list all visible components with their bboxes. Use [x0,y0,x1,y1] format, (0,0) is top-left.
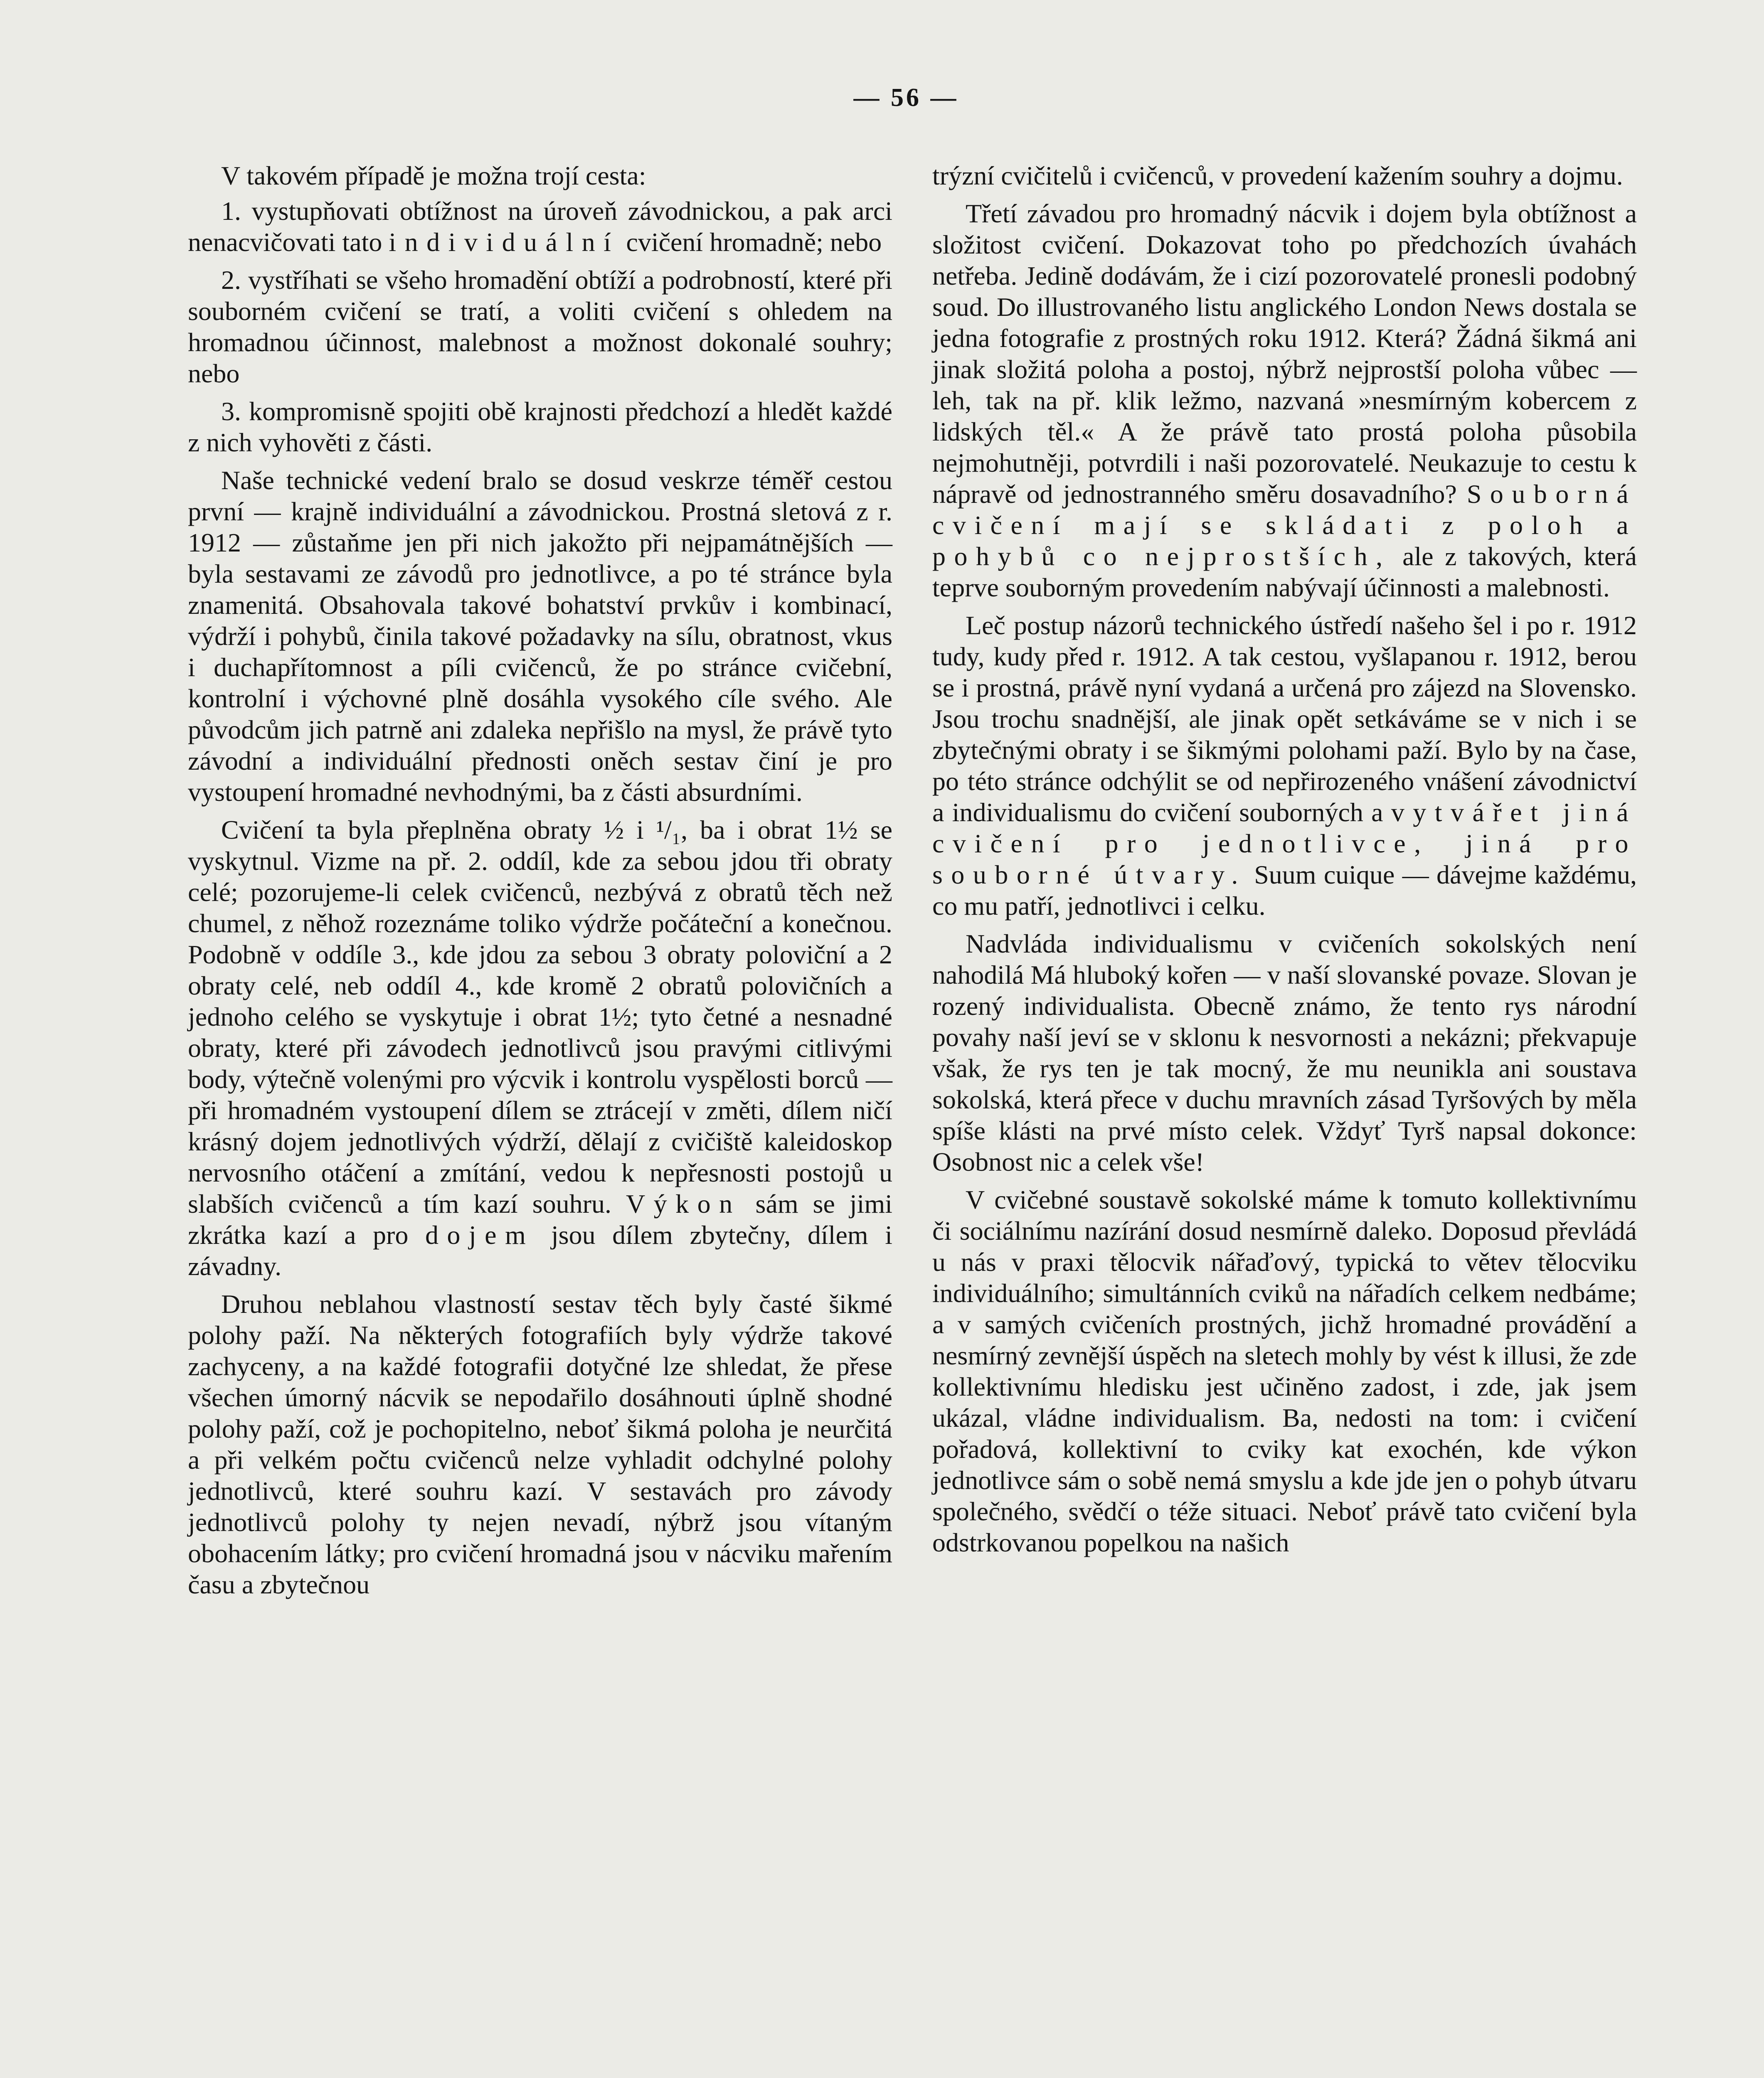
paragraph-4-text-a: Třetí závadou pro hromadný nácvik i dojem byla obtížnost a složitost cvičení. Dokazovat toho po předchozích úvahách netřeba. Jedině dodávám, že i cizí pozorovatelé pronesli podobný soud. Do illustrovaného listu anglického London News dostala se jedna fotografie z prostných roku 1912. Která? Žádná šikmá ani jinak složitá poloha a postoj, nýbrž nejprostší poloha vůbec — leh, tak na př. klik ležmo, nazvaná »nesmírným kobercem z lidských těl.« A že právě tato prostá poloha působila nejmohutněji, potvrdili i naši pozorovatelé. Neukazuje to cestu k nápravě od jednostranného směru dosavadního? [932,199,1637,509]
paragraph-4 [932,198,1637,603]
paragraph-1: Naše technické vedení bralo se dosud veskrze téměř cestou první — krajně individuální a závodnickou. Prostná sletová z r. 1912 — zůstaňme jen při nich jakožto při nejpamátnějších — byla sestavami ze závodů pro jednotlivce, a po té stránce byla znamenitá. Obsahovala takové bohatství prvkův i kombinací, výdrží i pohybů, činila takové požadavky na sílu, obratnost, vkus i duchapřítomnost a píli cvičenců, že po stránce cvičební, kontrolní i výchovné plně dosáhla vysokého cíle svého. Ale původcům jich patrně ani zdaleka nepřišlo na mysl, že právě tyto závodní a individuální přednosti oněch sestav činí je pro vystoupení hromadné nevhodnými, ba z části absurdními. [188,465,892,807]
paragraph-option-2: 2. vystříhati se všeho hromadění obtíží a podrobností, které při souborném cvičení se tratí, a voliti cvičení s ohledem na hromadnou účinnost, malebnost a možnost dokonalé souhry; nebo [188,265,892,388]
paragraph-2 [188,814,892,1282]
paragraph-option-3: 3. kompromisně spojiti obě krajnosti předchozí a hledět každé z nich vyhověti z části. [188,396,892,457]
paragraph-4-emphasis: Souborná cvičení mají se skládati z poloh a pohybů co nejprostších, [932,479,1637,571]
paragraph-4-text-b: ale z takových, která teprve souborným provedením nabývají účinnosti a malebnosti. [932,542,1637,602]
paragraph-2-emphasis-2: dojem [425,1220,535,1250]
page-number: — 56 — [853,84,959,112]
paragraph-2-text-a: Cvičení ta byla přeplněna obraty ½ i ¹/₁, ba i obrat 1½ se vyskytnul. Vizme na př. 2. oddíl, kde za sebou jdou tři obraty celé; pozorujeme-li celek cvičenců, nezbývá z obratů těch než chumel, z něhož rozeznáme toliko výdrže počáteční a konečnou. Podobně v oddíle 3., kde jdou za sebou 3 obraty poloviční a 2 obraty celé, neb oddíl 4., kde kromě 2 obratů polovičních a jednoho celého se vyskytuje i obrat 1½; tyto četné a nesnadné obraty, které při závodech jednotlivců jsou pravými citlivými body, výtečně volenými pro výcvik i kontrolu vyspělosti borců — při hromadném vystoupení dílem se ztrácejí v změti, dílem ničí krásný dojem jednotlivých výdrží, dělají z cvičiště kaleidoskop nervosního otáčení a zmítání, vedou k nepřesnosti postojů u slabších cvičenců a tím kazí souhru. [188,815,892,1219]
paragraph-intro: V takovém případě je možna trojí cesta: [221,161,646,190]
paragraph-7: V cvičebné soustavě sokolské máme k tomuto kollektivnímu či sociálnímu nazírání dosud nesmírně daleko. Doposud převládá u nás v praxi tělocvik nářaďový, typická to větev tělocviku individuálního; simultánních cviků na nářadích celkem nedbáme; a v samých cvičeních prostných, jichž hromadné provádění a nesmírný zevnější úspěch na sletech mohly by vést k illusi, že zde kollektivnímu hledisku jest učiněno zadost, i zde, jak jsem ukázal, vládne individualism. Ba, nedosti na tom: i cvičení pořadová, kollektivní to cviky kat exochén, kde výkon jednotlivce sám o sobě nemá smyslu a kde jde jen o pohyb útvaru společného, svědčí o téže situaci. Neboť právě tato cvičení byla odstrkovanou popelkou na našich [932,1185,1637,1557]
paragraph-5-text-a: Leč postup názorů technického ústředí našeho šel i po r. 1912 tudy, kudy před r. 1912. A tak cestou, vyšlapanou r. 1912, berou se i prostná, právě nyní vydaná a určená pro zájezd na Slovensko. Jsou trochu snadnější, ale jinak opět setkáváme se v nich i se zbytečnými obraty i se šikmými polohami paží. Bylo by na čase, po této stránce odchýlit se od nepřirozeného vnášení závodnictví a individualismu do cvičení souborných a [932,611,1637,827]
option-1-emphasis: individuální [389,227,620,257]
option-1-text-b: cvičení hromadně; nebo [619,227,882,257]
paragraph-5-text-b: Suum cuique — dávejme každému, co mu patří, jednotlivci i celku. [932,860,1637,921]
paragraph-2-text-c: jsou dílem zbytečny, dílem i závadny. [188,1220,893,1281]
right-column [932,160,1637,1565]
paragraph-5-emphasis: vytvářet jiná cvičení pro jednotlivce, jiná pro souborné útvary. [932,798,1637,889]
paragraph-2-emphasis-1: Výkon [626,1189,741,1219]
paragraph-option-1 [188,195,892,258]
paragraph-5 [932,610,1637,921]
left-column [188,160,892,1607]
paragraph-continuation: trýzní cvičitelů i cvičenců, v provedení kažením souhry a dojmu. [932,161,1623,190]
paragraph-3: Druhou neblahou vlastností sestav těch byly časté šikmé polohy paží. Na některých fotografiích byly výdrže takové zachyceny, a na každé fotografii dotyčné lze shledat, že přese všechen úmorný nácvik se nepodařilo dosáhnouti úplně shodné polohy paží, což je pochopitelno, neboť šikmá poloha je neurčitá a při velkém počtu cvičenců nelze vyhladit odchylné polohy jednotlivců, které souhru kazí. V sestavách pro závody jednotlivců polohy ty nejen nevadí, nýbrž jsou vítaným obohacením látky; pro cvičení hromadná jsou v nácviku mařením času a zbytečnou [188,1289,892,1599]
option-1-text-a: 1. vystupňovati obtížnost na úroveň závodnickou, a pak arci nenacvičovati tato [188,196,892,257]
paragraph-2-text-b: sám se jimi zkrátka kazí a pro [188,1189,893,1250]
paragraph-6: Nadvláda individualismu v cvičeních sokolských není nahodilá Má hluboký kořen — v naší slovanské povaze. Slovan je rozený individualista. Obecně známo, že tento rys národní povahy naší jeví se v sklonu k nesvornosti a nekázni; překvapuje však, že rys ten je tak mocný, že mu neunikla ani soustava sokolská, která přece v duchu mravních zásad Tyršových by měla spíše klásti na prvé místo celek. Vždyť Tyrš napsal dokonce: Osobnost nic a celek vše! [932,929,1637,1177]
